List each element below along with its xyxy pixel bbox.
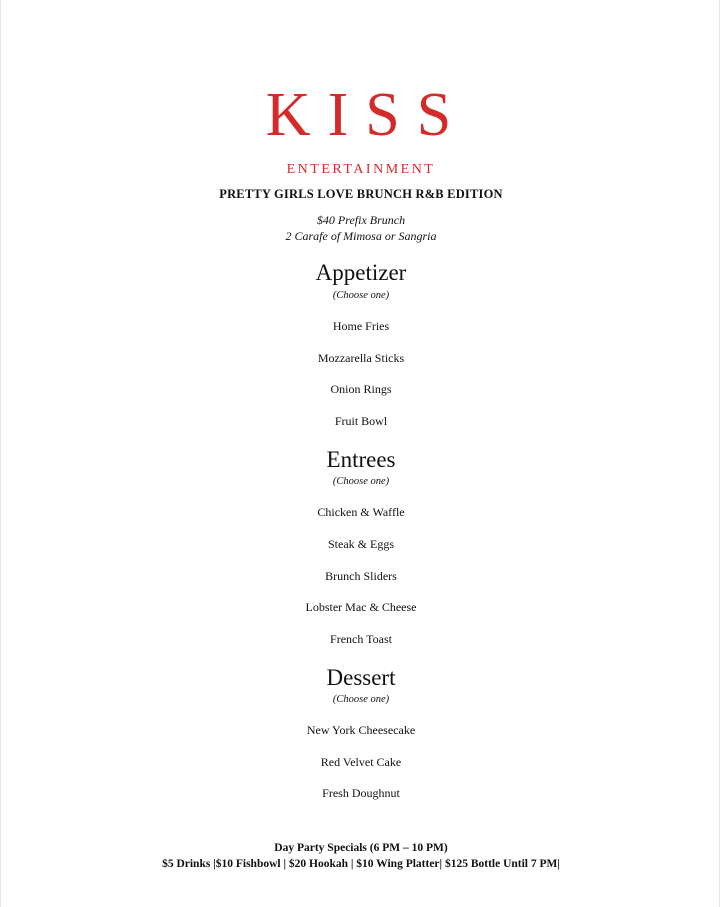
specials-title: Day Party Specials (6 PM – 10 PM) (274, 842, 448, 854)
menu-item: Chicken & Waffle (317, 505, 405, 519)
prefix-drinks: 2 Carafe of Mimosa or Sangria (285, 229, 437, 243)
menu-item: Steak & Eggs (328, 537, 394, 551)
brand-logo: KISS (265, 81, 469, 149)
specials-details: $5 Drinks |$10 Fishbowl | $20 Hookah | $10 Wing Platter| $125 Bottle Until 7 PM| (162, 858, 560, 870)
appetizer-note: (Choose one) (332, 290, 390, 301)
menu-item: New York Cheesecake (306, 723, 416, 737)
menu-item: Brunch Sliders (325, 569, 397, 583)
menu-item: Mozzarella Sticks (317, 351, 405, 365)
menu-item: Red Velvet Cake (320, 755, 402, 769)
appetizer-heading: Appetizer (315, 260, 407, 285)
menu-item: Home Fries (332, 319, 390, 333)
dessert-note: (Choose one) (332, 694, 390, 705)
menu-item: Lobster Mac & Cheese (305, 600, 417, 614)
prefix-price: $40 Prefix Brunch (316, 213, 406, 227)
menu-item: Fresh Doughnut (322, 786, 400, 800)
entrees-heading: Entrees (326, 447, 396, 472)
menu-item: French Toast (330, 632, 392, 646)
dessert-heading: Dessert (326, 665, 396, 690)
event-title: PRETTY GIRLS LOVE BRUNCH R&B EDITION (219, 187, 503, 201)
brand-subtitle: ENTERTAINMENT (286, 162, 436, 177)
menu-item: Fruit Bowl (334, 414, 388, 428)
menu-item: Onion Rings (330, 382, 392, 396)
entrees-note: (Choose one) (332, 476, 390, 487)
